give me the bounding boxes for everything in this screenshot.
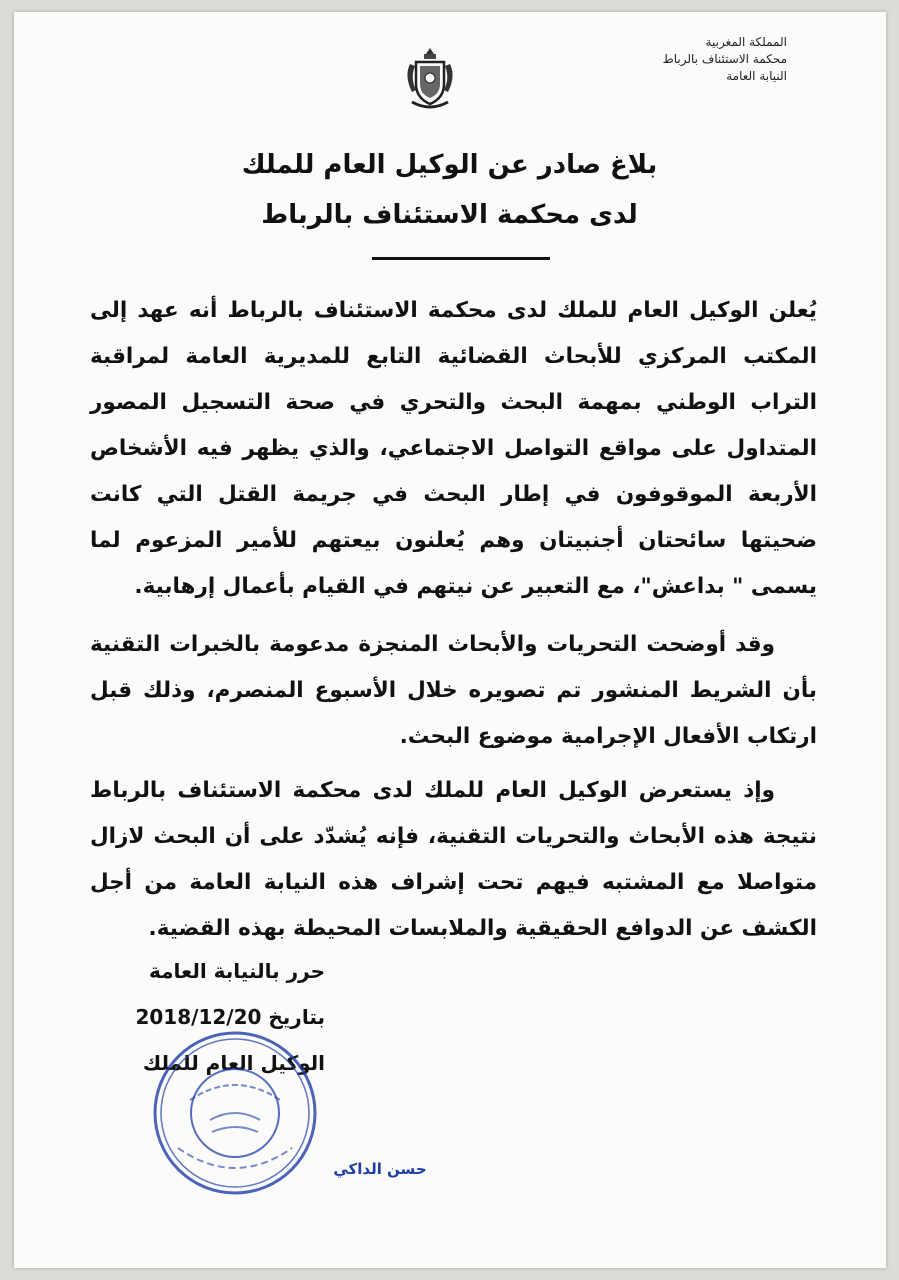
body-paragraph-2-block bbox=[90, 622, 817, 774]
issued-at: حرر بالنيابة العامة bbox=[149, 959, 325, 983]
title-divider bbox=[372, 257, 550, 260]
page-title-line-2: لدى محكمة الاستئناف بالرباط bbox=[261, 200, 638, 230]
body-paragraph: وإذ يستعرض الوكيل العام للملك لدى محكمة الاستئناف بالرباط نتيجة هذه الأبحاث والتحريات التقنية، فإنه يُشدّد على أن البحث لازال متواصلا مع المشتبه فيهم تحت إشراف هذه النيابة العامة من أجل الكشف عن الدوافع الحقيقية والملابسات المحيطة بهذه القضية. bbox=[90, 778, 817, 941]
royal-emblem-icon bbox=[400, 44, 460, 114]
page-title-line-1: بلاغ صادر عن الوكيل العام للملك bbox=[241, 150, 658, 180]
body-paragraph-3-block bbox=[90, 768, 817, 966]
date-label: بتاريخ bbox=[268, 1005, 325, 1029]
letterhead-kingdom: المملكة المغربية bbox=[705, 35, 787, 49]
letterhead-prosecution: النيابة العامة bbox=[726, 69, 787, 83]
letterhead bbox=[597, 34, 787, 85]
body-paragraph: وقد أوضحت التحريات والأبحاث المنجزة مدعومة بالخبرات التقنية بأن الشريط المنشور تم تصويره خلال الأسبوع المنصرم، وذلك قبل ارتكاب الأفعال الإجرامية موضوع البحث. bbox=[90, 632, 817, 749]
signatory-title: الوكيل العام للملك bbox=[142, 1051, 325, 1075]
letterhead-court: محكمة الاستئناف بالرباط bbox=[662, 52, 787, 66]
body-paragraph-1-block bbox=[90, 288, 817, 624]
official-stamp-icon bbox=[150, 1028, 320, 1198]
body-paragraph: يُعلن الوكيل العام للملك لدى محكمة الاستئناف بالرباط أنه عهد إلى المكتب المركزي للأبحاث القضائية التابع للمديرية العامة لمراقبة التراب الوطني بمهمة البحث والتحري في صحة التسجيل المصور المتداول على مواقع التواصل الاجتماعي، والذي يظهر فيه الأشخاص الأربعة الموقوفون في إطار البحث في جريمة القتل التي كانت ضحيتها سائحتان أجنبيتان وهم يُعلنون بيعتهم للأمير المزعوم لما يسمى " بداعش"، مع التعبير عن نيتهم في القيام بأعمال إرهابية. bbox=[90, 298, 817, 599]
handwritten-signature: حسن الداكي bbox=[333, 1160, 427, 1178]
issue-date: 2018/12/20 bbox=[135, 1005, 262, 1029]
